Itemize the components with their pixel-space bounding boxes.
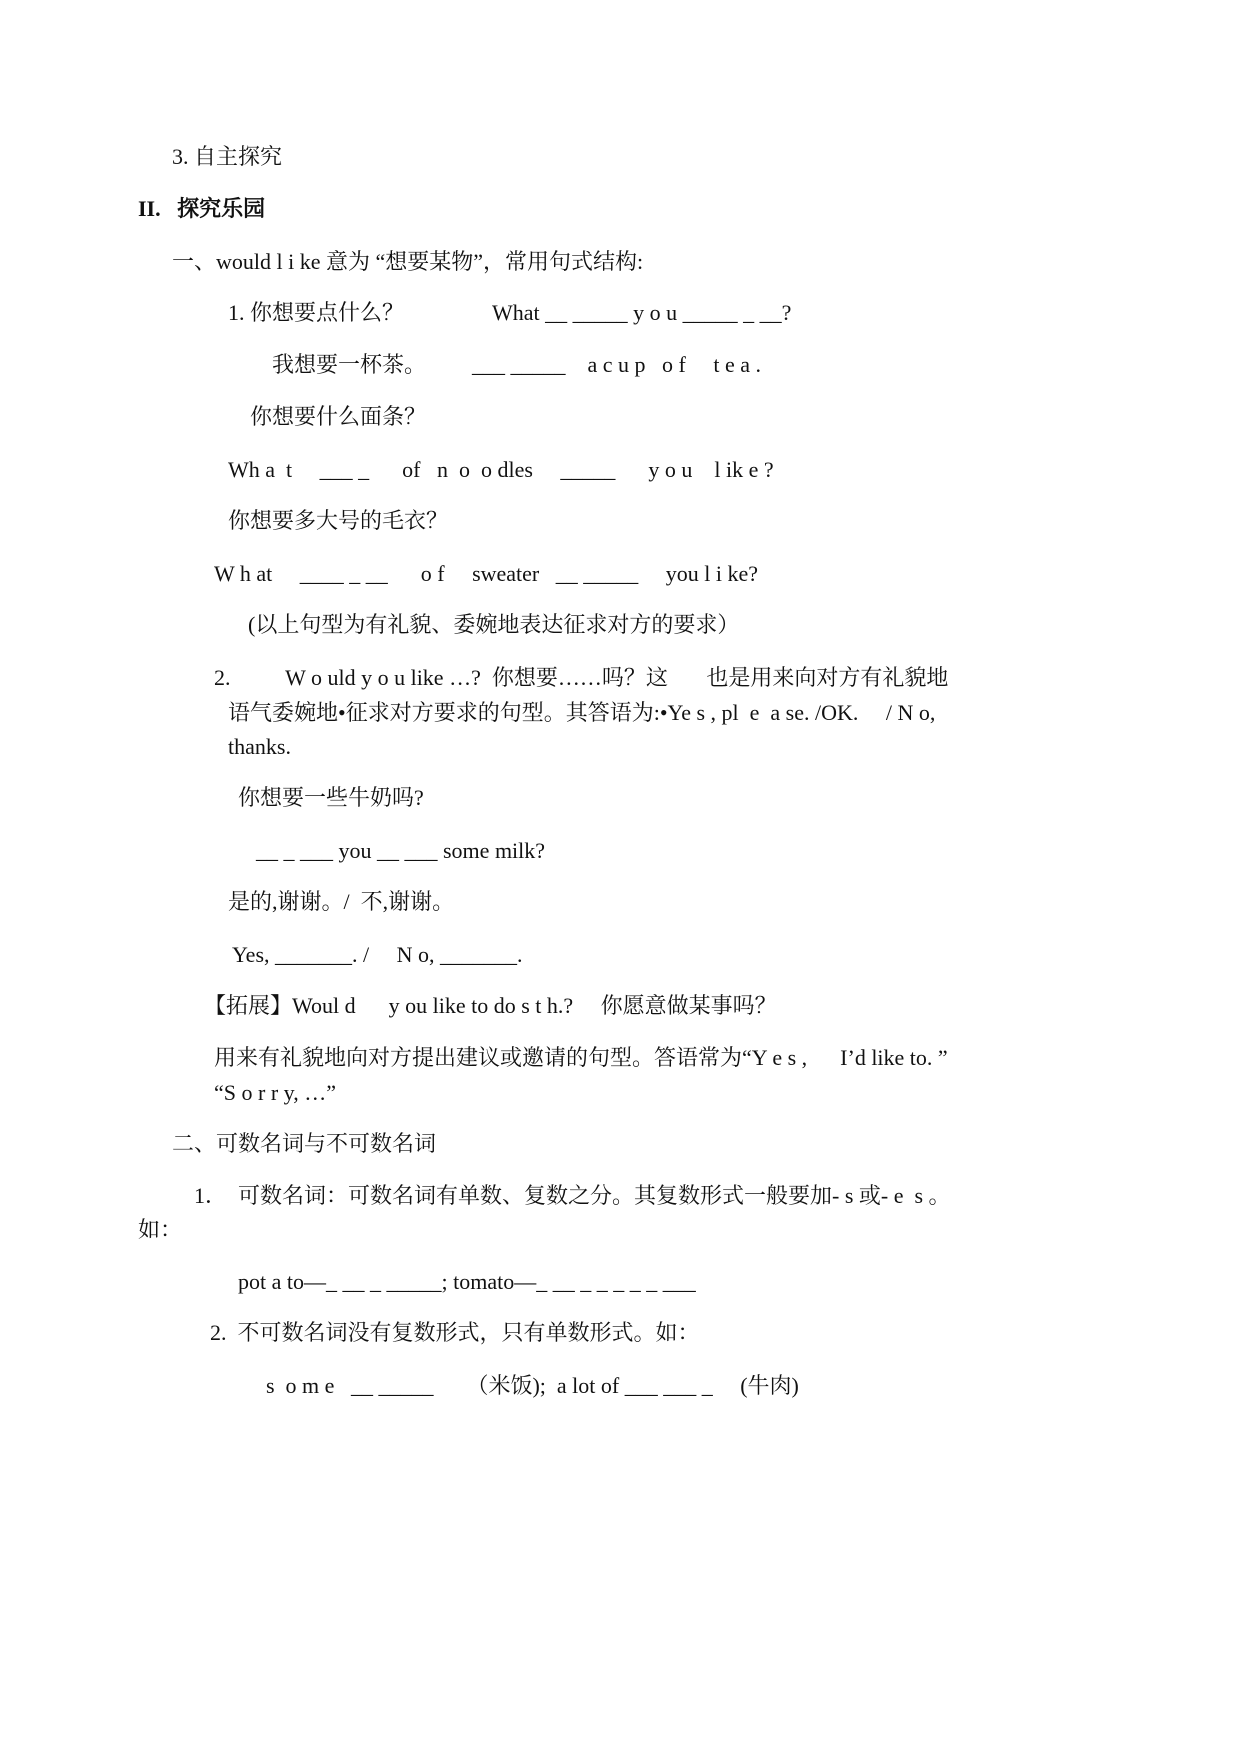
note-polite: (以上句型为有礼貌、委婉地表达征求对方的要求） [248, 612, 740, 637]
part3-heading: 二、可数名词与不可数名词 [172, 1131, 437, 1156]
item-3-self-study: 3. 自主探究 [172, 144, 283, 169]
extension-explain-1: 用来有礼貌地向对方提出建议或邀请的句型。答语常为“Y e s , I’d like to. ” [214, 1045, 948, 1070]
part2-line3: thanks. [228, 734, 291, 759]
section-heading-2: II. 探究乐园 [138, 196, 266, 221]
a4-chinese: 是的,谢谢。/ 不,谢谢。 [228, 889, 455, 914]
extension-explain-2: “S o r r y, …” [214, 1080, 336, 1105]
q4-chinese: 你想要一些牛奶吗? [238, 785, 424, 810]
extension-line: 【拓展】Woul d y ou like to do s t h.? 你愿意做某事吗？ [204, 993, 777, 1018]
a1-chinese: 我想要一杯茶。 [272, 352, 427, 377]
countable-example: pot a to—_ __ _ _____; tomato—_ __ _ _ _ _ _ ___ [238, 1269, 696, 1294]
countable-line1: 1． 可数名词：可数名词有单数、复数之分。其复数形式一般要加- s 或- e s 。 [194, 1183, 951, 1208]
q2-english: Wh a t ___ _ of n o o dles _____ y o u l ik e ? [228, 457, 774, 482]
q3-english: W h at ____ _ __ o f sweater __ _____ you l i ke? [214, 561, 759, 586]
countable-line2: 如： [138, 1217, 183, 1242]
q4-english: __ _ ___ you __ ___ some milk? [256, 838, 546, 863]
q1-english: What __ _____ y o u _____ _ __? [492, 300, 792, 325]
q1-chinese: 1. 你想要点什么？ [228, 300, 405, 325]
a4-english: Yes, _______. / N o, _______. [232, 942, 523, 967]
q3-chinese: 你想要多大号的毛衣？ [228, 508, 449, 533]
part1-heading: 一、would l i ke 意为 “想要某物”，常用句式结构: [172, 249, 644, 274]
uncountable-example: s o m e __ _____ （米饭); a lot of ___ ___ _ (牛肉) [266, 1373, 799, 1398]
a1-english: ___ _____ a c u p o f t e a . [472, 352, 761, 377]
part2-line1: 2. W o uld y o u like …? 你想要……吗？这 也是用来向对方有礼貌地 [214, 665, 949, 690]
uncountable-line: 2. 不可数名词没有复数形式，只有单数形式。如： [210, 1320, 700, 1345]
part2-line2: 语气委婉地•征求对方要求的句型。其答语为:•Ye s , pl e a se. /OK. / N o, [228, 700, 936, 725]
q2-chinese: 你想要什么面条？ [250, 404, 427, 429]
